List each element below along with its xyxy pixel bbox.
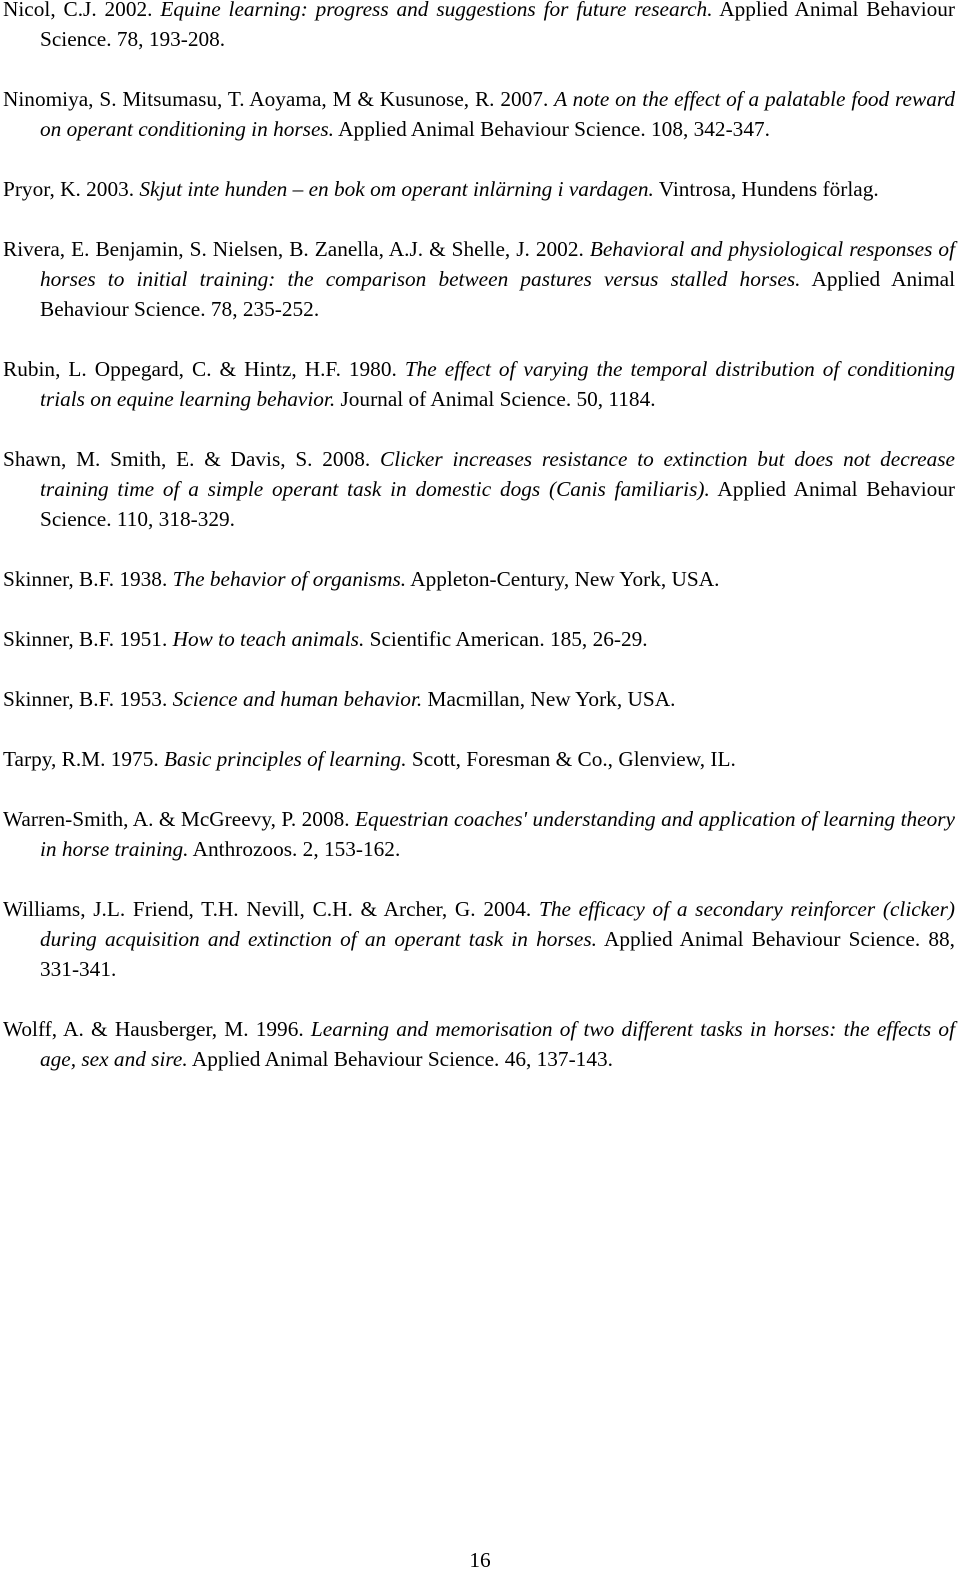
reference-authors-year: Warren-Smith, A. & McGreevy, P. 2008. [3,807,356,831]
reference-authors-year: Nicol, C.J. 2002. [3,0,161,21]
reference-authors-year: Skinner, B.F. 1951. [3,627,173,651]
reference-title: A note on the effect of a palatable food reward on operant conditioning in horses. [40,87,955,141]
reference-title: Skjut inte hunden – en bok om operant inlärning i vardagen. [139,177,654,201]
reference-title: Equestrian coaches' understanding and application of learning theory in horse training. [40,807,956,861]
reference-entry-wolff [3,1014,955,1074]
reference-entry-nicol [3,0,955,54]
reference-source: Applied Animal Behaviour Science. 110, 318-329. [40,477,956,531]
reference-title: Science and human behavior. [172,687,423,711]
reference-title: Learning and memorisation of two different tasks in horses: the effects of age, sex and sire. [40,1017,956,1071]
reference-source: Applied Animal Behaviour Science. 78, 193-208. [40,0,956,51]
reference-authors-year: Tarpy, R.M. 1975. [3,747,164,771]
reference-authors-year: Rivera, E. Benjamin, S. Nielsen, B. Zanella, A.J. & Shelle, J. 2002. [3,237,590,261]
reference-source: Journal of Animal Science. 50, 1184. [335,387,656,411]
reference-entry-rivera [3,234,955,324]
reference-source: Vintrosa, Hundens förlag. [653,177,879,201]
reference-authors-year: Skinner, B.F. 1953. [3,687,173,711]
reference-authors-year: Williams, J.L. Friend, T.H. Nevill, C.H. & Archer, G. 2004. [3,897,539,921]
reference-source: Macmillan, New York, USA. [422,687,676,711]
reference-title: The effect of varying the temporal distribution of conditioning trials on equine learning behavior. [40,357,955,411]
reference-entry-rubin [3,354,955,414]
reference-authors-year: Wolff, A. & Hausberger, M. 1996. [3,1017,311,1041]
reference-title: How to teach animals. [172,627,365,651]
reference-list [3,0,955,1104]
reference-entry-skinner-1938 [3,564,955,594]
reference-authors-year: Shawn, M. Smith, E. & Davis, S. 2008. [3,447,380,471]
reference-source: Scott, Foresman & Co., Glenview, IL. [406,747,736,771]
reference-source: Applied Animal Behaviour Science. 108, 342-347. [334,117,770,141]
reference-title: Clicker increases resistance to extinction but does not decrease training time of a simple operant task in domestic dogs (Canis familiaris). [40,447,955,501]
reference-authors-year: Pryor, K. 2003. [3,177,140,201]
reference-entry-warren-smith [3,804,955,864]
reference-title: Behavioral and physiological responses of horses to initial training: the comparison between pastures versus stalled horses. [40,237,955,291]
reference-authors-year: Rubin, L. Oppegard, C. & Hintz, H.F. 1980. [3,357,405,381]
reference-source: Anthrozoos. 2, 153-162. [188,837,401,861]
reference-entry-tarpy [3,744,955,774]
reference-source: Appleton-Century, New York, USA. [406,567,720,591]
reference-entry-skinner-1951 [3,624,955,654]
reference-title: The behavior of organisms. [172,567,407,591]
reference-authors-year: Skinner, B.F. 1938. [3,567,173,591]
reference-source: Applied Animal Behaviour Science. 78, 235-252. [40,267,956,321]
reference-title: The efficacy of a secondary reinforcer (clicker) during acquisition and extinction of an operant task in horses. [40,897,956,951]
reference-entry-pryor [3,174,955,204]
reference-entry-williams [3,894,955,984]
reference-authors-year: Ninomiya, S. Mitsumasu, T. Aoyama, M & Kusunose, R. 2007. [3,87,555,111]
reference-title: Basic principles of learning. [164,747,407,771]
reference-entry-shawn [3,444,955,534]
reference-entry-skinner-1953 [3,684,955,714]
reference-title: Equine learning: progress and suggestions for future research. [160,0,713,21]
page-number: 16 [469,1548,491,1572]
reference-source: Applied Animal Behaviour Science. 88, 331-341. [40,927,955,981]
reference-entry-ninomiya [3,84,955,144]
reference-source: Applied Animal Behaviour Science. 46, 137-143. [187,1047,613,1071]
reference-source: Scientific American. 185, 26-29. [364,627,648,651]
